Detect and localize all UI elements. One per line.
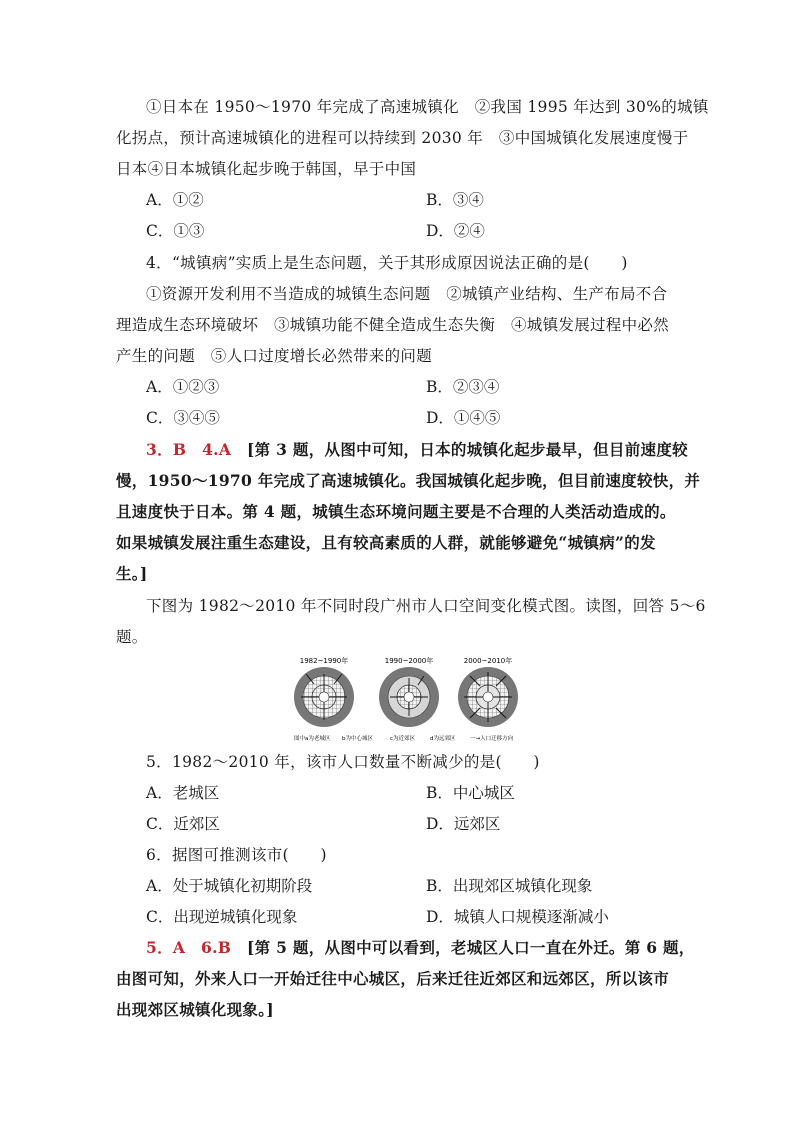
legend-b: b为中心城区: [342, 736, 373, 742]
q5-option-c: C．近郊区: [146, 815, 220, 833]
population-migration-figure: [292, 652, 532, 744]
answer-5-6-line-3: 出现郊区城镇化现象。]: [116, 1000, 274, 1019]
q4-option-d: D．①④⑤: [426, 409, 501, 427]
q3-option-b: B．③④: [426, 191, 484, 209]
answer-3-4-line-2: 慢，1950～1970 年完成了高速城镇化。我国城镇化起步晚，但目前速度较快，并: [116, 471, 701, 490]
q4-option-b: B．②③④: [426, 378, 500, 396]
answer-3-4-line-1: [146, 440, 688, 460]
answer-3-4-line-4: 如果城镇发展注重生态建设，且有较高素质的人群，就能够避免“城镇病”的发: [116, 533, 656, 552]
answer-5-6-key: 5．A 6.B: [146, 938, 232, 957]
q4-option-a: A．①②③: [146, 378, 220, 396]
q6-option-b: B．出现郊区城镇化现象: [426, 877, 593, 895]
answer-3-4-line-5: 生。]: [116, 564, 148, 583]
answer-5-6-text-1: [第 5 题，从图中可以看到，老城区人口一直在外迁。第 6 题，: [247, 938, 695, 957]
intro-5-6-line-1: 下图为 1982～2010 年不同时段广州市人口空间变化模式图。读图，回答 5～6: [146, 597, 706, 615]
q5-option-b: B．中心城区: [426, 784, 515, 802]
legend-a: 图中a为老城区: [294, 736, 331, 742]
q4-stem-line-3: 产生的问题 ⑤人口过度增长必然带来的问题: [116, 347, 433, 365]
period-label-3: 2000~2010年: [463, 657, 513, 665]
period-label-1: 1982~1990年: [299, 657, 349, 665]
q3-stem-line-3: 日本④日本城镇化起步晚于韩国，早于中国: [116, 160, 417, 178]
q5-option-d: D．远郊区: [426, 815, 501, 833]
q6-option-d: D．城镇人口规模逐渐减小: [426, 908, 609, 926]
intro-5-6-line-2: 题。: [116, 628, 148, 646]
period-label-2: 1990~2000年: [384, 657, 434, 665]
legend-arrow: 一→人口迁移方向: [470, 736, 514, 742]
q6-title: 6．据图可推测该市( ): [146, 846, 327, 864]
q4-title: 4．“城镇病”实质上是生态问题，关于其形成原因说法正确的是( ): [146, 254, 628, 272]
answer-3-4-line-3: 且速度快于日本。第 4 题，城镇生态环境问题主要是不合理的人类活动造成的。: [116, 502, 676, 521]
answer-5-6-line-2: 由图可知，外来人口一开始迁往中心城区，后来迁往近郊区和远郊区，所以该市: [116, 969, 670, 988]
legend-c: c为近郊区: [390, 736, 416, 742]
q6-option-c: C．出现逆城镇化现象: [146, 908, 298, 926]
q5-title: 5．1982～2010 年，该市人口数量不断减少的是( ): [146, 753, 540, 771]
answer-5-6-line-1: [146, 938, 695, 958]
q4-stem-line-1: ①资源开发利用不当造成的城镇生态问题 ②城镇产业结构、生产布局不合: [146, 285, 668, 303]
q5-option-a: A．老城区: [146, 784, 220, 802]
answer-3-4-text-1: [第 3 题，从图中可知，日本的城镇化起步最早，但目前速度较: [247, 440, 688, 459]
ring-diagram-1: [294, 667, 354, 727]
q3-stem-line-2: 化拐点，预计高速城镇化的进程可以持续到 2030 年 ③中国城镇化发展速度慢于: [116, 129, 689, 147]
q4-option-c: C．③④⑤: [146, 409, 220, 427]
q3-stem-line-1: ①日本在 1950～1970 年完成了高速城镇化 ②我国 1995 年达到 30%的城镇: [146, 98, 709, 116]
q3-option-c: C．①③: [146, 222, 205, 240]
ring-diagram-2: [379, 667, 439, 727]
q3-option-d: D．②④: [426, 222, 485, 240]
q4-stem-line-2: 理造成生态环境破坏 ③城镇功能不健全造成生态失衡 ④城镇发展过程中必然: [116, 316, 670, 334]
ring-diagram-3: [458, 667, 518, 727]
q6-option-a: A．处于城镇化初期阶段: [146, 877, 313, 895]
answer-3-4-key: 3．B 4.A: [146, 440, 232, 459]
legend-d: d为远郊区: [430, 736, 456, 742]
q3-option-a: A．①②: [146, 191, 204, 209]
